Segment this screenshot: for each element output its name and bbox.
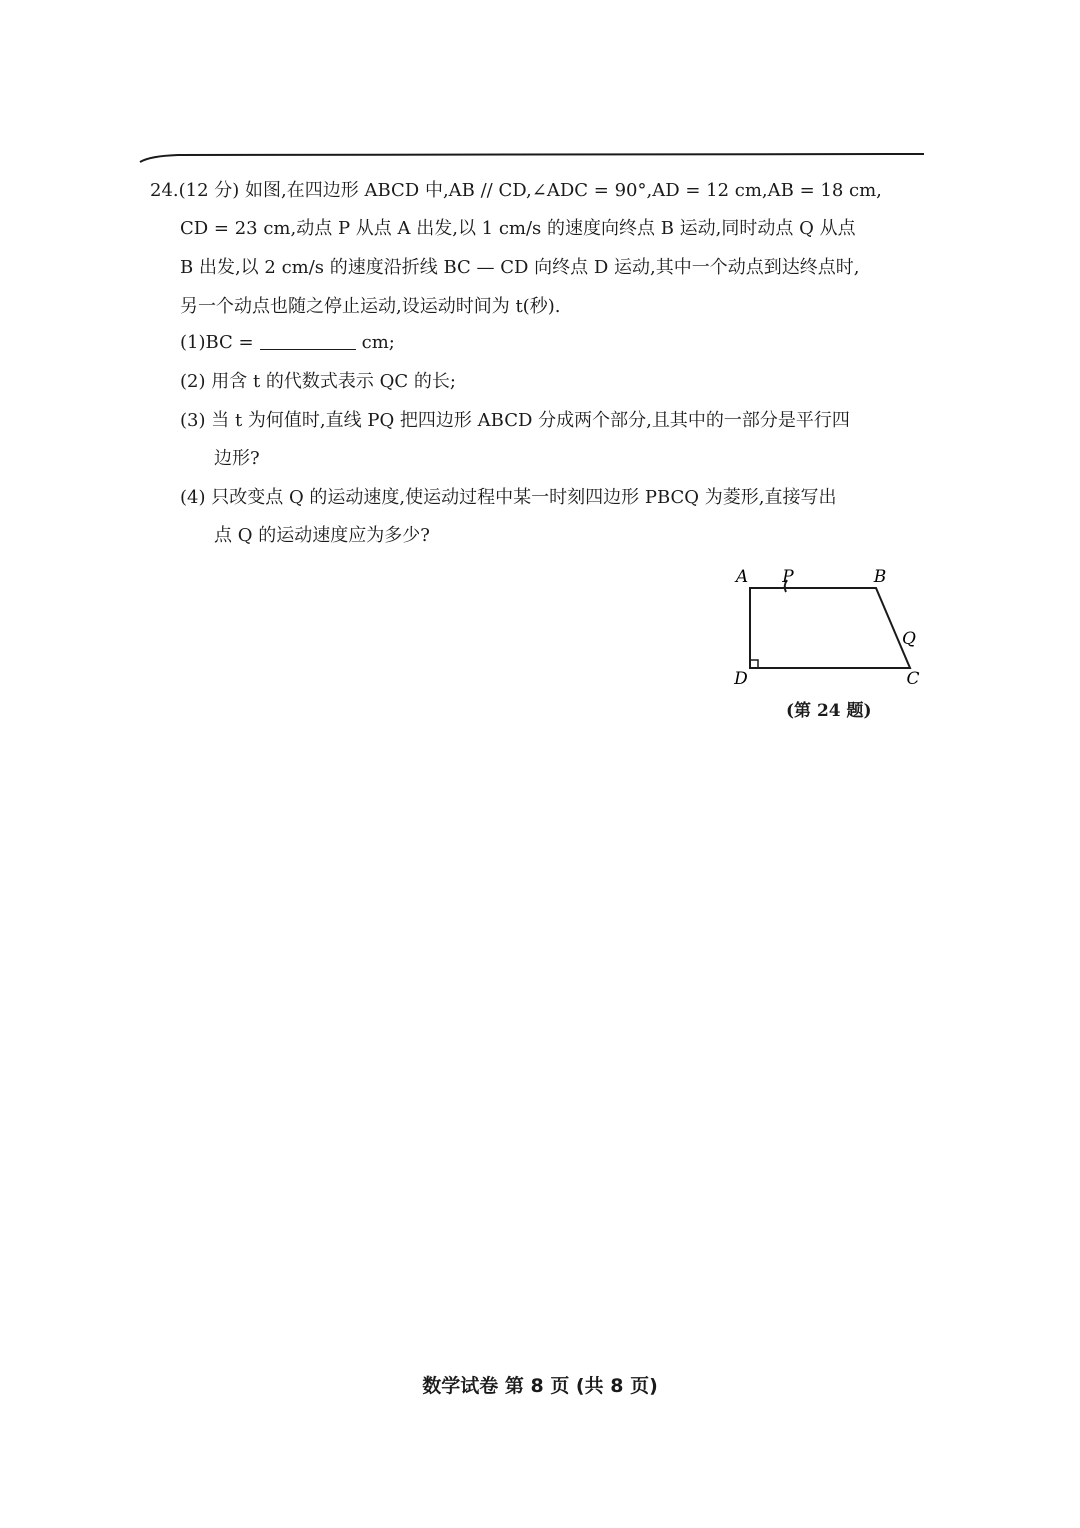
label-p: P [782,567,794,587]
question-4-line-2: 点 Q 的运动速度应为多少? [214,525,430,546]
question-1-prefix: (1)BC = [180,332,254,353]
problem-line-3: B 出发,以 2 cm/s 的速度沿折线 BC — CD 向终点 D 运动,其中一个动点到达终点时, [180,257,860,278]
question-1-suffix: cm; [361,332,395,353]
question-1 [180,330,395,356]
top-divider-line [138,148,928,168]
problem-line-4: 另一个动点也随之停止运动,设运动时间为 t(秒). [180,296,561,317]
trapezoid-figure [720,560,930,690]
label-a: A [735,567,749,587]
answer-blank[interactable] [260,331,356,350]
label-b: B [873,567,887,587]
right-angle-mark [750,660,758,668]
figure-caption: (第 24 题) [786,701,872,721]
question-2: (2) 用含 t 的代数式表示 QC 的长; [180,371,456,392]
label-q: Q [902,629,916,649]
label-c: C [906,669,920,689]
question-3-line-2: 边形? [214,448,260,469]
question-4-line-1: (4) 只改变点 Q 的运动速度,使运动过程中某一时刻四边形 PBCQ 为菱形,直接写出 [180,487,837,508]
label-d: D [734,669,748,689]
page-footer: 数学试卷 第 8 页 (共 8 页) [422,1375,658,1397]
problem-line-1: 24.(12 分) 如图,在四边形 ABCD 中,AB // CD,∠ADC = 90°,AD = 12 cm,AB = 18 cm, [150,180,882,201]
problem-line-2: CD = 23 cm,动点 P 从点 A 出发,以 1 cm/s 的速度向终点 B 运动,同时动点 Q 从点 [180,218,856,239]
trapezoid-abcd [750,588,910,668]
question-3-line-1: (3) 当 t 为何值时,直线 PQ 把四边形 ABCD 分成两个部分,且其中的一部分是平行四 [180,410,850,431]
